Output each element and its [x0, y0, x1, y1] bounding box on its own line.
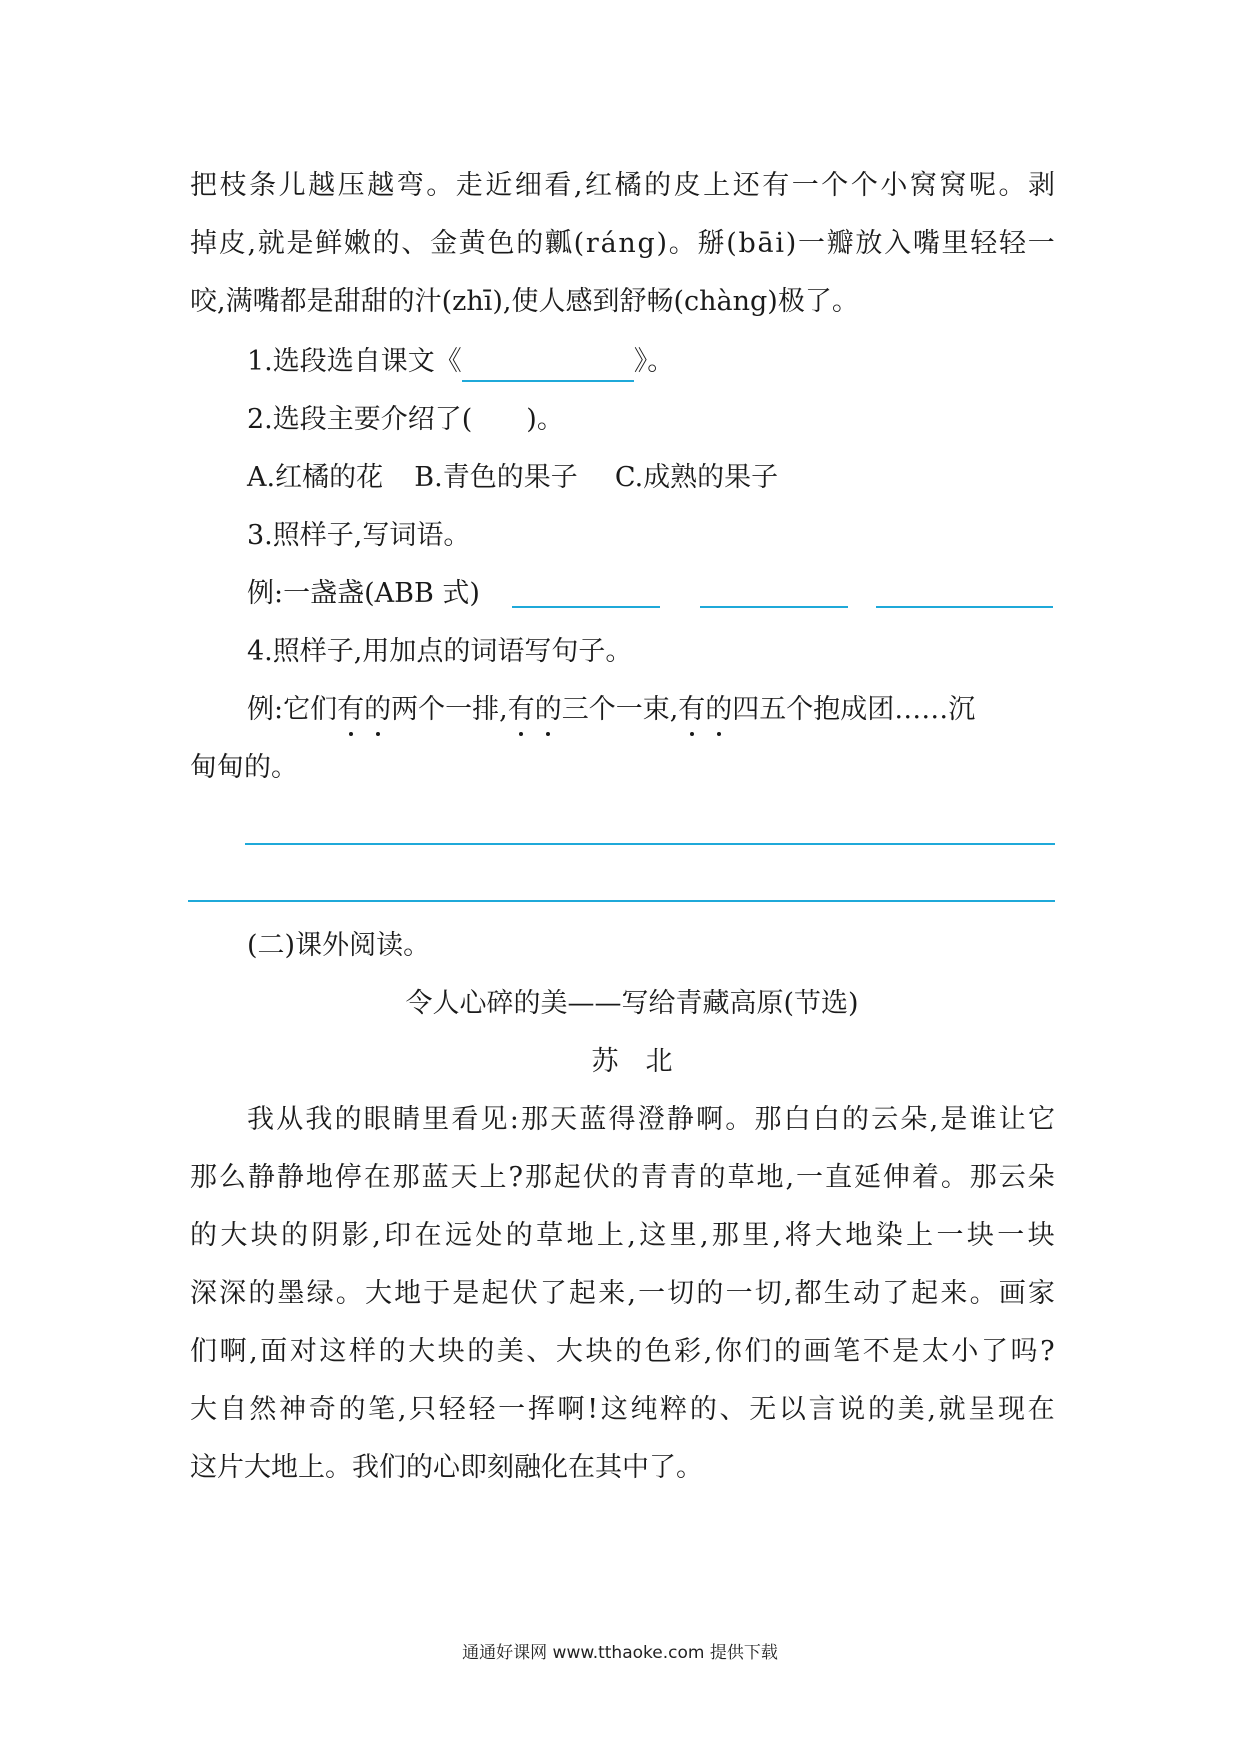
dotted-word: 的: [535, 690, 562, 730]
title-answer-blank[interactable]: [462, 352, 634, 382]
article-line-3: 的 大 块 的 阴 影 , 印 在 远 处 的 草 地 上 , 这 里 , 那 里 , 将 大 地 染 上 一 块 一 块: [190, 1220, 1055, 1251]
question-4: 4.照样子,用加点的词语写句子。: [247, 636, 633, 667]
dotted-word: 有: [508, 690, 535, 730]
sentence-answer-line-2[interactable]: [188, 900, 1055, 902]
page-footer: 通通好课网 www.tthaoke.com 提供下载: [462, 1643, 778, 1663]
article-line-6: 大 自 然 神 奇 的 笔 , 只 轻 轻 一 挥 啊 ! 这 纯 粹 的 、 无 以 言 说 的 美 , 就 呈 现 在: [190, 1394, 1055, 1425]
dotted-word: 的: [364, 690, 391, 730]
option-a[interactable]: A.红橘的花: [247, 462, 384, 493]
word-answer-blank-2[interactable]: [700, 606, 848, 608]
question-1-prefix: 1.选段选自课文《: [247, 346, 462, 377]
example-text: 例:它们: [247, 694, 338, 725]
question-2-options: [247, 458, 778, 498]
passage-line-3: 咬,满嘴都是甜甜的汁(zhī),使人感到舒畅(chàng)极了。: [190, 286, 859, 317]
article-line-5: 们 啊 , 面 对 这 样 的 大 块 的 美 、 大 块 的 色 彩 , 你 们 的 画 笔 不 是 太 小 了 吗 ?: [190, 1336, 1055, 1367]
article-title: 令人心碎的美——写给青藏高原(节选): [405, 988, 859, 1019]
dotted-word: 有: [678, 690, 705, 730]
sentence-answer-line-1[interactable]: [245, 843, 1055, 845]
question-2: 2.选段主要介绍了( )。: [247, 404, 564, 435]
article-line-1: 我 从 我 的 眼 睛 里 看 见 : 那 天 蓝 得 澄 静 啊 。 那 白 白 的 云 朵 , 是 谁 让 它: [247, 1104, 1055, 1135]
passage-line-1: 把 枝 条 儿 越 压 越 弯 。 走 近 细 看 , 红 橘 的 皮 上 还 有 一 个 个 小 窝 窝 呢 。 剥: [190, 170, 1055, 201]
question-4-example: [247, 690, 1055, 730]
article-line-4: 深 深 的 墨 绿 。 大 地 于 是 起 伏 了 起 来 , 一 切 的 一 切 , 都 生 动 了 起 来 。 画 家: [190, 1278, 1055, 1309]
question-1: [247, 342, 674, 382]
question-3-example: 例:一盏盏(ABB 式): [247, 578, 480, 609]
question-1-suffix: 》。: [633, 346, 675, 377]
article-line-2: 那 么 静 静 地 停 在 那 蓝 天 上 ? 那 起 伏 的 青 青 的 草 地 , 一 直 延 伸 着 。 那 云 朵: [190, 1162, 1055, 1193]
dotted-word: 有: [337, 690, 364, 730]
example-text: 四五个抱成团……沉: [732, 694, 976, 725]
option-b[interactable]: B.青色的果子: [414, 462, 578, 493]
dotted-word: 的: [705, 690, 732, 730]
option-c[interactable]: C.成熟的果子: [614, 462, 779, 493]
passage-line-2: 掉 皮 , 就 是 鲜 嫩 的 、 金 黄 色 的 瓤 ( r á n g ) 。 掰 ( b ā i ) 一 瓣 放 入 嘴 里 轻 轻 一: [190, 228, 1055, 259]
question-4-example-line-2: 甸甸的。: [190, 752, 298, 783]
word-answer-blank-1[interactable]: [512, 606, 660, 608]
example-text: 三个一束,: [561, 694, 679, 725]
article-author: 苏 北: [591, 1046, 673, 1077]
word-answer-blank-3[interactable]: [876, 606, 1053, 608]
example-text: 两个一排,: [391, 694, 508, 725]
question-3: 3.照样子,写词语。: [247, 520, 471, 551]
article-line-7: 这片大地上。我们的心即刻融化在其中了。: [190, 1452, 703, 1483]
section-2-label: (二)课外阅读。: [247, 930, 431, 961]
